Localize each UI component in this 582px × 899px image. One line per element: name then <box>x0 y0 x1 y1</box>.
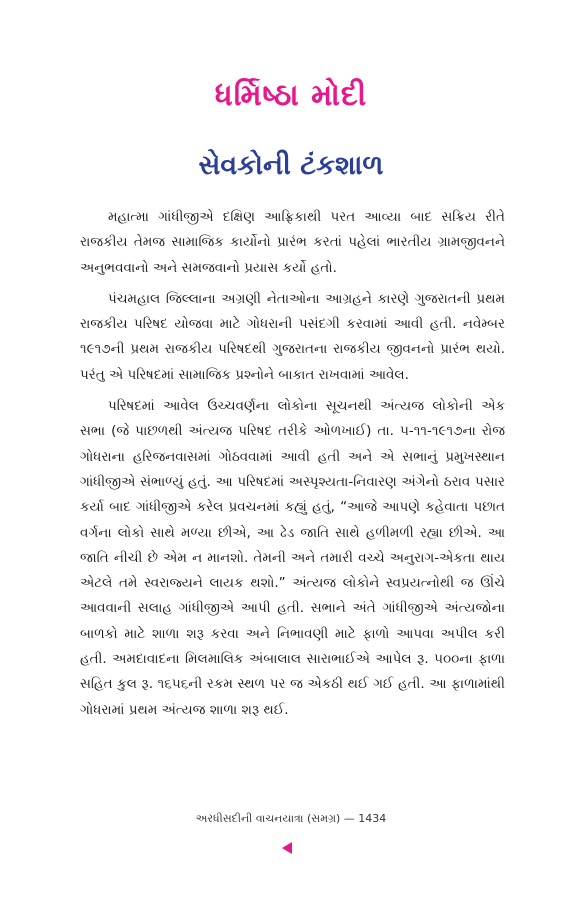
article-body <box>80 205 505 729</box>
page-footer: અરધીસદીની વાચનયાત્રા (સમગ્ર) — 1434 <box>195 812 387 825</box>
article-title: સેવકોની ટંકશાળ <box>198 150 384 181</box>
paragraph-2: પંચમહાલ જિલ્લાના અગ્રણી નેતાઓના આગ્રહને કારણે ગુજરાતની પ્રથમ રાજકીય પરિષદ યોજવા માટે ગોધરાની પસંદગી કરવામાં આવી હતી. નવેમ્બર ૧૯૧૭ની પ્રથમ રાજકીય પરિષદથી ગુજરાતના રાજકીય જીવનનો પ્રારંભ થયો. પરંતુ એ પરિષદમાં સામાજિક પ્રશ્નોને બાકાત રાખવામાં આવેલ. <box>80 290 505 383</box>
previous-arrow-icon[interactable] <box>282 842 292 854</box>
paragraph-1: મહાત્મા ગાંધીજીએ દક્ષિણ આફ્રિકાથી પરત આવ્યા બાદ સક્રિય રીતે રાજકીય તેમજ સામાજિક કાર્યોનો પ્રારંભ કરતાં પહેલાં ભારતીય ગ્રામજીવનને અનુભવવાનો અને સમજવાનો પ્રયાસ કર્યો હતો. <box>80 209 505 276</box>
author-name: ધર્મિષ્ઠા મોદી <box>214 78 368 113</box>
paragraph-3: પરિષદમાં આવેલ ઉચ્ચવર્ણના લોકોના સૂચનથી અંત્યજ લોકોની એક સભા (જે પાછળથી અંત્યજ પરિષદ તરીકે ઓળખાઈ) તા. ૫-૧૧-૧૯૧૭ના રોજ ગોધરાના હરિજનવાસમાં ગોઠવવામાં આવી હતી અને એ સભાનું પ્રમુખસ્થાન ગાંધીજીએ સંભાળ્યું હતું. આ પરિષદમાં અસ્પૃશ્યતા-નિવારણ અંગેનો ઠરાવ પસાર કર્યા બાદ ગાંધીજીએ કરેલ પ્રવચનમાં કહ્યું હતું, “આજે આપણે કહેવાતા પછાત વર્ગના લોકો સાથે મળ્યા છીએ, આ ઢેડ જાતિ સાથે હળીમળી રહ્યા છીએ. આ જાતિ નીચી છે એમ ન માનશો. તેમની અને તમારી વચ્ચે અનુરાગ-એકતા થાય એટલે તમે સ્વરાજ્યને લાયક થશો.” અંત્યજ લોકોને સ્વપ્રયત્નોથી જ ઊંચે આવવાની સલાહ ગાંધીજીએ આપી હતી. સભાને અંતે ગાંધીજીએ અંત્યજોના બાળકો માટે શાળા શરૂ કરવા અને નિભાવણી માટે ફાળો આપવા અપીલ કરી હતી. અમદાવાદના મિલમાલિક અંબાલાલ સારાભાઈએ આપેલ રૂ. ૫૦૦ના ફાળા સહિત કુલ રૂ. ૧૬૫૬ની રકમ સ્થળ પર જ એકઠી થઈ ગઈ હતી. આ ફાળામાંથી ગોધરામાં પ્રથમ અંત્યજ શાળા શરૂ થઈ. <box>80 398 505 718</box>
